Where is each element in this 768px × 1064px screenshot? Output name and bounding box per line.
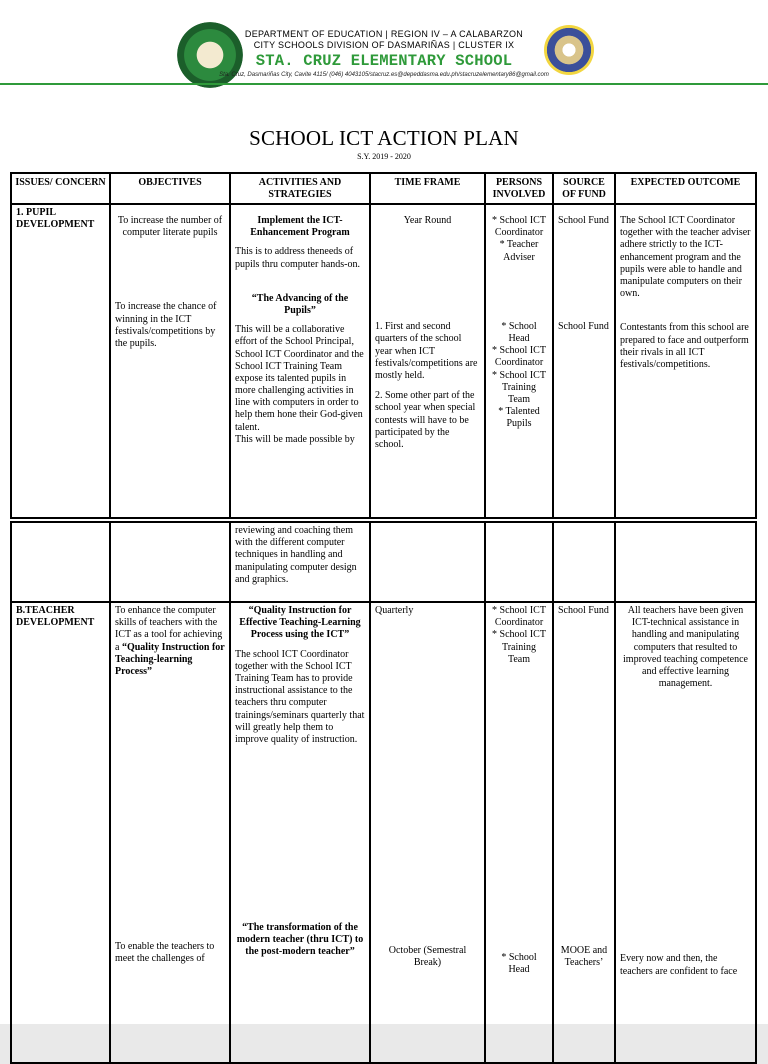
time-frame-text: October (Semestral Break) xyxy=(388,945,467,969)
person-entry: * School Head xyxy=(501,320,537,344)
objectives-cell xyxy=(110,602,230,1063)
activity-title: “Quality Instruction for Effective Teaching-Learning Process using the ICT” xyxy=(239,605,361,641)
col-header-outcome: EXPECTED OUTCOME xyxy=(615,173,756,204)
col-header-issues: ISSUES/ CONCERN xyxy=(11,173,110,204)
outcome-text: Contestants from this school are prepared to face and outperform their rivals in all ICT festivals/competitions. xyxy=(620,322,749,370)
person-entry: * Talented Pupils xyxy=(498,406,540,430)
header-school-name: STA. CRUZ ELEMENTARY SCHOOL xyxy=(255,52,513,70)
page-title: SCHOOL ICT ACTION PLAN xyxy=(249,126,519,150)
outcome-text: All teachers have been given ICT-technical assistance in handling and manipulating computers that resulted to improved teaching competence and effective learning management. xyxy=(623,605,748,690)
time-frame-cell xyxy=(370,522,485,602)
person-entry: * Teacher Adviser xyxy=(499,239,539,263)
action-plan-table xyxy=(10,172,757,519)
issue-cell xyxy=(11,204,110,518)
issue-cell xyxy=(11,602,110,1063)
outcome-cell xyxy=(615,602,756,1063)
person-entry: * School ICT Coordinator xyxy=(492,345,546,369)
col-header-time-frame: TIME FRAME xyxy=(370,173,485,204)
header-division: CITY SCHOOLS DIVISION OF DASMARIÑAS | CLUSTER IX xyxy=(253,40,515,50)
objective-emphasis: “Quality Instruction for Teaching-learning Process” xyxy=(115,641,225,677)
issue-cell xyxy=(11,522,110,602)
time-frame-text: 2. Some other part of the school year when special contests will have to be participated by the school. xyxy=(375,390,476,450)
activity-text: This is to address theneeds of pupils thru computer hands-on. xyxy=(235,246,360,270)
col-header-objectives: OBJECTIVES xyxy=(110,173,230,204)
person-entry: * School ICT Coordinator xyxy=(492,605,546,629)
objective-text: To increase the chance of winning in the ICT festivals/competitions by the pupils. xyxy=(115,301,217,349)
issue-pupil: 1. PUPIL DEVELOPMENT xyxy=(16,207,95,231)
activity-title: “The Advancing of the Pupils” xyxy=(251,292,349,316)
fund-text: School Fund xyxy=(558,605,609,616)
time-frame-cell xyxy=(370,204,485,518)
activity-title: “The transformation of the modern teacher (thru ICT) to the post-modern teacher” xyxy=(236,922,364,958)
objective-text: To enable the teachers to meet the challenges of xyxy=(115,941,215,965)
fund-text: School Fund xyxy=(558,321,609,333)
objectives-cell xyxy=(110,522,230,602)
person-entry: * School ICT Coordinator xyxy=(492,215,546,239)
outcome-text: Every now and then, the teachers are confident to face xyxy=(620,953,738,977)
header-contact: Sta. Cruz, Dasmariñas City, Cavite 4115/ (046) 4043105/stacruz.es@depeddasma.edu.ph/stacruzelementary86@gmail.com xyxy=(219,72,549,78)
table-header-row xyxy=(11,173,756,204)
header-divider xyxy=(0,83,768,85)
header-department: DEPARTMENT OF EDUCATION | REGION IV – A CALABARZON xyxy=(244,29,524,39)
fund-text: School Fund xyxy=(558,215,609,226)
outcome-text: The School ICT Coordinator together with the teacher adviser adhere strictly to the ICT-enhancement program and the pupils were able to handle and manipulate computers on their own. xyxy=(620,215,751,300)
activity-text: The school ICT Coordinator together with the School ICT Training Team has to provide instructional assistance to the teachers thru computer trainings/seminars quarterly that will greatly help them to improve quality of instruction. xyxy=(235,648,365,745)
col-header-persons: PERSONS INVOLVED xyxy=(485,173,553,204)
time-frame-text: Quarterly xyxy=(375,605,414,616)
fund-cell xyxy=(553,522,615,602)
activities-cell xyxy=(230,602,370,1063)
fund-cell xyxy=(553,602,615,1063)
activity-text: This will be a collaborative effort of the School Principal, School ICT Coordinator and the School ICT Training Team expose its talented pupils in more challenging activities in line with computers in order to help them hone their God-given talent. xyxy=(235,324,364,433)
col-header-activities: ACTIVITIES AND STRATEGIES xyxy=(230,173,370,204)
person-entry: * School ICT Training Team xyxy=(492,629,546,665)
action-plan-table-continued xyxy=(10,521,757,1064)
activity-title: Implement the ICT-Enhancement Program xyxy=(250,215,350,239)
issue-teacher: B.TEACHER DEVELOPMENT xyxy=(16,605,95,629)
activities-cell xyxy=(230,204,370,518)
table-row xyxy=(11,522,756,602)
outcome-cell xyxy=(615,522,756,602)
activity-text: reviewing and coaching them with the different computer techniques in handling and manipulating computer design and graphics. xyxy=(235,525,357,585)
table-row xyxy=(11,602,756,1063)
activity-text: This will be made possible by xyxy=(235,433,355,445)
activities-cell xyxy=(230,522,370,602)
col-header-fund: SOURCE OF FUND xyxy=(553,173,615,204)
fund-cell xyxy=(553,204,615,518)
person-entry: * School ICT Training Team xyxy=(492,369,546,405)
objective-text: To increase the number of computer literate pupils xyxy=(117,215,223,239)
time-frame-cell xyxy=(370,602,485,1063)
objective-plain: To enhance the computer skills of teachers with the ICT as a tool for achieving a xyxy=(115,605,223,653)
time-frame-text: Year Round xyxy=(403,215,452,226)
outcome-cell xyxy=(615,204,756,518)
persons-cell xyxy=(485,522,553,602)
persons-cell xyxy=(485,204,553,518)
school-year: S.Y. 2019 - 2020 xyxy=(357,152,411,161)
person-entry: * School Head xyxy=(501,951,537,976)
objectives-cell xyxy=(110,204,230,518)
objective-text xyxy=(115,605,225,678)
persons-cell xyxy=(485,602,553,1063)
time-frame-text: 1. First and second quarters of the school year when ICT festivals/competitions are mostly held. xyxy=(375,321,478,381)
fund-text: MOOE and Teachers’ xyxy=(560,945,608,969)
table-row xyxy=(11,204,756,518)
